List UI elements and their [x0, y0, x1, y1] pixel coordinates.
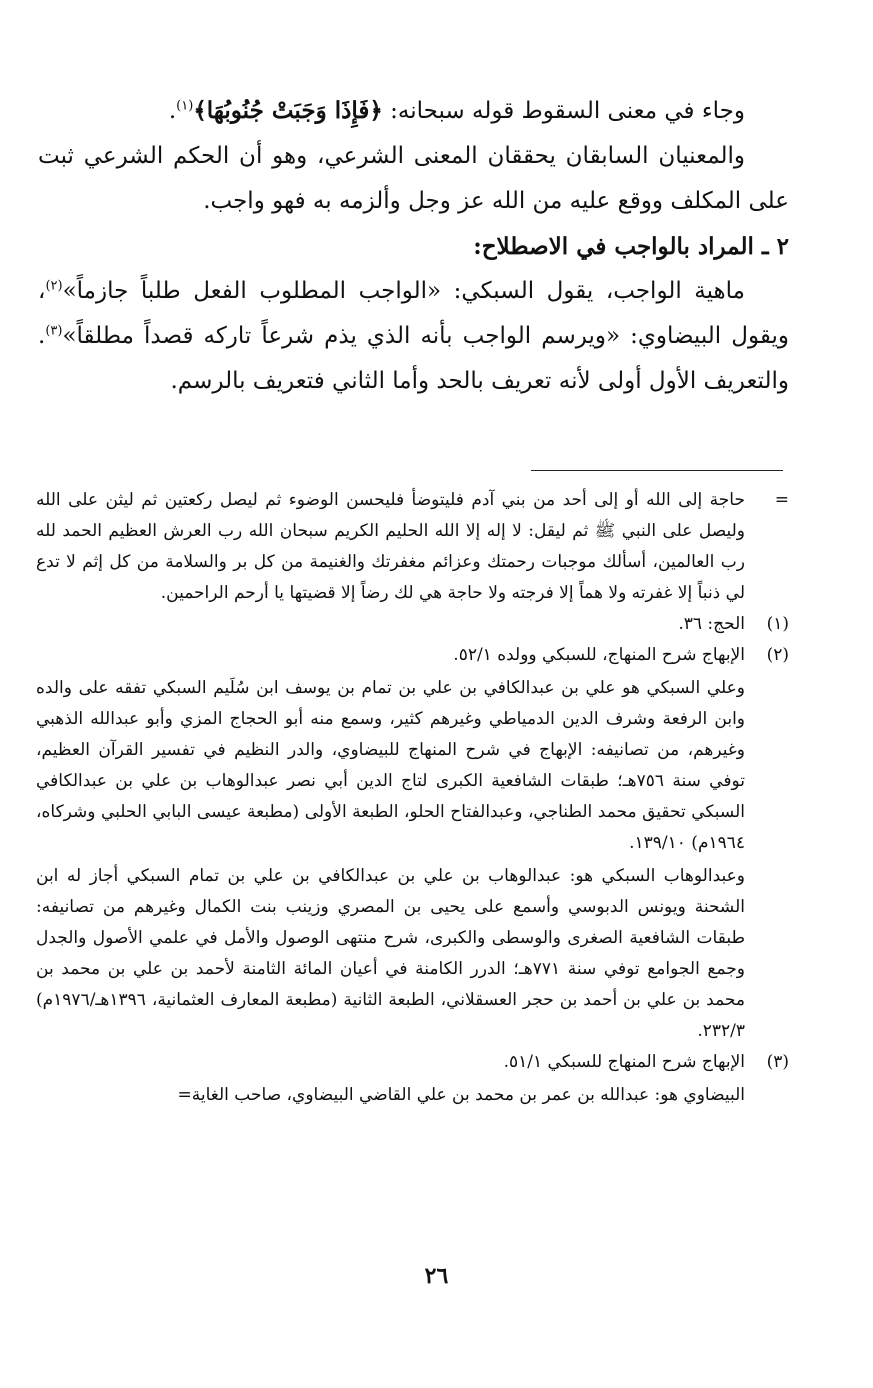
footnote-ref-2: (٢) [45, 278, 63, 294]
continuation-marker: = [774, 490, 789, 510]
section-heading: ٢ ـ المراد بالواجب في الاصطلاح: [473, 233, 789, 260]
main-text [38, 88, 789, 404]
paragraph-2: والمعنيان السابقان يحققان المعنى الشرعي، وهو أن الحكم الشرعي ثبت على المكلف ووقع عليه من الله عز وجل وألزمه به فهو واجب. [38, 143, 789, 214]
footnotes [36, 485, 789, 1111]
footnote-number: (١) [766, 614, 789, 634]
quran-verse: ﴿فَإِذَا وَجَبَتْ جُنُوبُهَا﴾ [193, 97, 383, 124]
footnote-3 [36, 1047, 789, 1111]
footnote-text: حاجة إلى الله أو إلى أحد من بني آدم فليتوضأ فليحسن الوضوء ثم ليصل ركعتين ثم ليثن على الله وليصل على النبي ﷺ ثم ليقل: لا إله إلا الله الحليم الكريم سبحان الله رب العرش العظيم الحمد لله رب العالمين، أسألك موجبات رحمتك وعزائم مغفرتك والغنيمة من كل بر والسلامة من كل إثم لا تدع لي ذنباً إلا غفرته ولا هماً إلا فرجته ولا حاجة هي لك رضاً إلا قضيتها يا أرحم الراحمين. [36, 490, 745, 603]
footnote-2 [36, 640, 789, 1047]
footnote-text: وعبدالوهاب السبكي هو: عبدالوهاب بن علي بن عبدالكافي بن علي بن تمام السبكي أجاز له ابن الشحنة ويونس الدبوسي وأسمع على يحيى بن المصري وزينب بنت الكمال وغيرهم من تصانيفه: طبقات الشافعية الصغرى والوسطى والكبرى، شرح منتهى الوصول والأمل في علمي الأصول والجدل وجمع الجوامع توفي سنة ٧٧١هـ؛ الدرر الكامنة في أعيان المائة الثامنة لأحمد بن علي بن محمد بن محمد بن علي بن أحمد بن حجر العسقلاني، الطبعة الثانية (مطبعة المعارف العثمانية، ١٣٩٦هـ/١٩٧٦م) ٢٣٢/٣. [36, 866, 745, 1041]
footnote-text: وعلي السبكي هو علي بن عبدالكافي بن علي بن تمام بن يوسف ابن سُلَيم السبكي تفقه على والده وابن الرفعة وشرف الدين الدمياطي وغيرهم كثير، وسمع منه أبو الحجاج المزي وأبو عبدالله الذهبي وغيرهم، من تصانيفه: الإبهاج في شرح المنهاج للبيضاوي، والدر النظيم في تفسير القرآن العظيم، توفي سنة ٧٥٦هـ؛ طبقات الشافعية الكبرى لتاج الدين أبي نصر عبدالوهاب بن علي بن عبدالكافي السبكي تحقيق محمد الطناجي، وعبدالفتاح الحلو، الطبعة الأولى (مطبعة عيسى البابي الحلبي وشركاه، ١٩٦٤م) ١٣٩/١٠. [36, 678, 745, 853]
footnote-number: (٣) [766, 1052, 789, 1072]
paragraph-1: وجاء في معنى السقوط قوله سبحانه: ﴿فَإِذَا وَجَبَتْ جُنُوبُهَا﴾$^{(١)}$. [168, 97, 745, 124]
footnote-text: الحج: ٣٦. [678, 614, 745, 634]
footnote-number: (٢) [766, 645, 789, 665]
footnote-ref-3: (٣) [45, 323, 63, 339]
footnote-text: الإبهاج شرح المنهاج، للسبكي وولده ٥٢/١. [453, 645, 745, 665]
footnote-continuation [36, 485, 789, 609]
paragraph-3: ماهية الواجب، يقول السبكي: «الواجب المطلوب الفعل طلباً جازماً»$^{(٢)}$، ويقول البيضاوي: «ويرسم الواجب بأنه الذي يذم شرعاً تاركه قصداً مطلقاً»$^{(٣)}$. والتعريف الأول أولى لأنه تعريف بالحد وأما الثاني فتعريف بالرسم. [38, 278, 789, 394]
page-number: ٢٦ [424, 1263, 449, 1289]
footnote-text: البيضاوي هو: عبدالله بن عمر بن محمد بن علي القاضي البيضاوي، صاحب الغاية= [177, 1085, 745, 1105]
footnote-text: الإبهاج شرح المنهاج للسبكي ٥١/١. [503, 1052, 745, 1072]
footnote-ref-1: (١) [176, 98, 194, 114]
footnote-1 [36, 609, 789, 640]
footnote-separator [531, 470, 783, 471]
